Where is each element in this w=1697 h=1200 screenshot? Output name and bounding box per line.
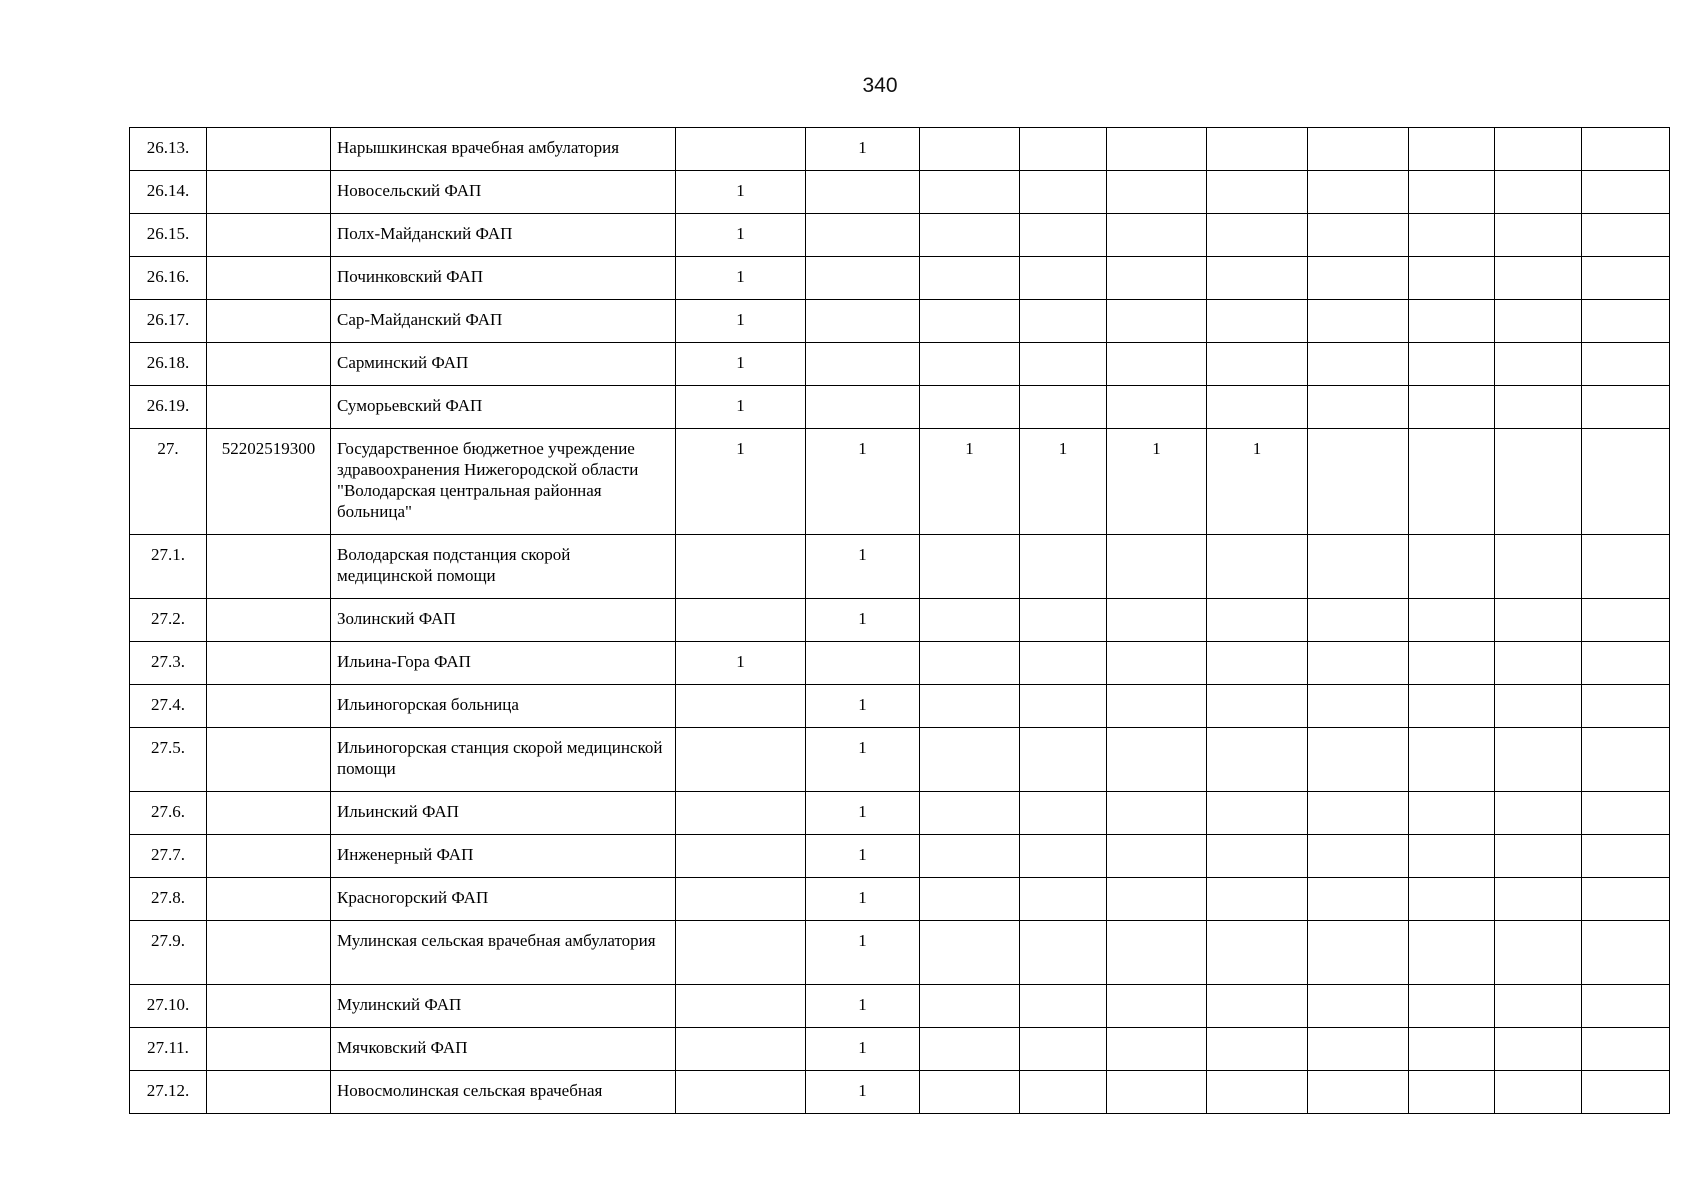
row-value-1: 1 bbox=[676, 257, 806, 300]
row-value-8 bbox=[1409, 300, 1495, 343]
table-row bbox=[130, 728, 1670, 792]
row-value-5 bbox=[1107, 257, 1207, 300]
row-value-1 bbox=[676, 128, 806, 171]
row-value-4 bbox=[1020, 214, 1107, 257]
row-name: Мулинская сельская врачебная амбулатория bbox=[331, 921, 676, 985]
row-value-10 bbox=[1582, 685, 1670, 728]
row-value-1 bbox=[676, 1071, 806, 1114]
row-value-8 bbox=[1409, 128, 1495, 171]
row-value-8 bbox=[1409, 792, 1495, 835]
row-value-1 bbox=[676, 1028, 806, 1071]
row-value-10 bbox=[1582, 535, 1670, 599]
row-code bbox=[207, 535, 331, 599]
row-number: 27.4. bbox=[130, 685, 207, 728]
row-number: 26.19. bbox=[130, 386, 207, 429]
row-value-5 bbox=[1107, 535, 1207, 599]
row-value-10 bbox=[1582, 343, 1670, 386]
row-value-4: 1 bbox=[1020, 429, 1107, 535]
row-value-6 bbox=[1207, 599, 1308, 642]
row-number: 27.7. bbox=[130, 835, 207, 878]
row-value-4 bbox=[1020, 728, 1107, 792]
row-value-1 bbox=[676, 792, 806, 835]
row-value-8 bbox=[1409, 728, 1495, 792]
row-value-5 bbox=[1107, 128, 1207, 171]
row-value-9 bbox=[1495, 171, 1582, 214]
row-number: 26.13. bbox=[130, 128, 207, 171]
row-value-8 bbox=[1409, 1071, 1495, 1114]
row-value-7 bbox=[1308, 985, 1409, 1028]
row-name: Сарминский ФАП bbox=[331, 343, 676, 386]
row-value-3 bbox=[920, 386, 1020, 429]
row-value-7 bbox=[1308, 728, 1409, 792]
row-value-7 bbox=[1308, 599, 1409, 642]
table-row bbox=[130, 685, 1670, 728]
row-value-9 bbox=[1495, 257, 1582, 300]
row-name: Суморьевский ФАП bbox=[331, 386, 676, 429]
row-number: 27.12. bbox=[130, 1071, 207, 1114]
row-value-3 bbox=[920, 835, 1020, 878]
row-number: 27.8. bbox=[130, 878, 207, 921]
row-value-8 bbox=[1409, 642, 1495, 685]
row-value-9 bbox=[1495, 921, 1582, 985]
row-value-10 bbox=[1582, 214, 1670, 257]
table-row bbox=[130, 128, 1670, 171]
row-value-8 bbox=[1409, 921, 1495, 985]
row-value-3 bbox=[920, 985, 1020, 1028]
row-value-4 bbox=[1020, 128, 1107, 171]
table-row bbox=[130, 1028, 1670, 1071]
row-value-2: 1 bbox=[806, 429, 920, 535]
row-value-7 bbox=[1308, 878, 1409, 921]
row-value-3 bbox=[920, 642, 1020, 685]
row-value-2 bbox=[806, 386, 920, 429]
row-value-5 bbox=[1107, 792, 1207, 835]
row-value-10 bbox=[1582, 985, 1670, 1028]
row-value-4 bbox=[1020, 642, 1107, 685]
row-name: Ильинский ФАП bbox=[331, 792, 676, 835]
table-row bbox=[130, 257, 1670, 300]
row-name: Ильина-Гора ФАП bbox=[331, 642, 676, 685]
row-value-9 bbox=[1495, 642, 1582, 685]
row-name: Ильиногорская станция скорой медицинской помощи bbox=[331, 728, 676, 792]
row-value-1: 1 bbox=[676, 386, 806, 429]
facilities-table bbox=[129, 127, 1670, 1114]
row-value-10 bbox=[1582, 728, 1670, 792]
row-value-2 bbox=[806, 214, 920, 257]
row-value-1: 1 bbox=[676, 429, 806, 535]
row-value-3 bbox=[920, 728, 1020, 792]
row-name: Мячковский ФАП bbox=[331, 1028, 676, 1071]
row-value-3 bbox=[920, 343, 1020, 386]
row-value-8 bbox=[1409, 985, 1495, 1028]
row-value-6 bbox=[1207, 685, 1308, 728]
row-code bbox=[207, 1028, 331, 1071]
row-value-3 bbox=[920, 921, 1020, 985]
row-value-6: 1 bbox=[1207, 429, 1308, 535]
row-number: 26.14. bbox=[130, 171, 207, 214]
row-number: 26.17. bbox=[130, 300, 207, 343]
row-value-5 bbox=[1107, 835, 1207, 878]
row-value-7 bbox=[1308, 535, 1409, 599]
row-value-7 bbox=[1308, 171, 1409, 214]
row-value-5 bbox=[1107, 1071, 1207, 1114]
table-row bbox=[130, 878, 1670, 921]
row-value-1 bbox=[676, 685, 806, 728]
row-name: Инженерный ФАП bbox=[331, 835, 676, 878]
row-code bbox=[207, 257, 331, 300]
row-value-1: 1 bbox=[676, 642, 806, 685]
row-number: 26.18. bbox=[130, 343, 207, 386]
row-name: Новосельский ФАП bbox=[331, 171, 676, 214]
row-value-8 bbox=[1409, 429, 1495, 535]
row-value-9 bbox=[1495, 343, 1582, 386]
row-value-6 bbox=[1207, 300, 1308, 343]
row-value-1 bbox=[676, 878, 806, 921]
row-value-4 bbox=[1020, 835, 1107, 878]
row-value-10 bbox=[1582, 171, 1670, 214]
row-value-10 bbox=[1582, 1028, 1670, 1071]
row-value-8 bbox=[1409, 214, 1495, 257]
row-code bbox=[207, 792, 331, 835]
row-value-6 bbox=[1207, 171, 1308, 214]
row-value-8 bbox=[1409, 685, 1495, 728]
row-code bbox=[207, 128, 331, 171]
row-value-3: 1 bbox=[920, 429, 1020, 535]
row-value-10 bbox=[1582, 257, 1670, 300]
row-value-7 bbox=[1308, 429, 1409, 535]
row-value-5 bbox=[1107, 985, 1207, 1028]
row-code bbox=[207, 300, 331, 343]
row-value-4 bbox=[1020, 878, 1107, 921]
row-value-9 bbox=[1495, 599, 1582, 642]
row-value-5 bbox=[1107, 642, 1207, 685]
table-row bbox=[130, 921, 1670, 985]
row-value-3 bbox=[920, 1028, 1020, 1071]
row-value-6 bbox=[1207, 985, 1308, 1028]
row-value-6 bbox=[1207, 257, 1308, 300]
row-name: Государственное бюджетное учреждение здравоохранения Нижегородской области "Володарская центральная районная больница" bbox=[331, 429, 676, 535]
row-value-9 bbox=[1495, 386, 1582, 429]
row-code bbox=[207, 343, 331, 386]
row-value-10 bbox=[1582, 642, 1670, 685]
row-value-8 bbox=[1409, 343, 1495, 386]
table-row bbox=[130, 985, 1670, 1028]
row-name: Мулинский ФАП bbox=[331, 985, 676, 1028]
row-code bbox=[207, 171, 331, 214]
row-value-9 bbox=[1495, 128, 1582, 171]
row-number: 27. bbox=[130, 429, 207, 535]
row-number: 26.16. bbox=[130, 257, 207, 300]
table-row bbox=[130, 300, 1670, 343]
row-value-3 bbox=[920, 300, 1020, 343]
row-value-10 bbox=[1582, 1071, 1670, 1114]
row-value-1 bbox=[676, 728, 806, 792]
row-value-6 bbox=[1207, 728, 1308, 792]
table-row bbox=[130, 642, 1670, 685]
row-value-3 bbox=[920, 214, 1020, 257]
row-value-4 bbox=[1020, 171, 1107, 214]
row-value-1: 1 bbox=[676, 214, 806, 257]
row-value-5: 1 bbox=[1107, 429, 1207, 535]
row-value-9 bbox=[1495, 429, 1582, 535]
table-row bbox=[130, 429, 1670, 535]
row-value-9 bbox=[1495, 214, 1582, 257]
row-value-6 bbox=[1207, 921, 1308, 985]
row-number: 27.3. bbox=[130, 642, 207, 685]
row-number: 27.11. bbox=[130, 1028, 207, 1071]
row-value-1 bbox=[676, 535, 806, 599]
row-value-8 bbox=[1409, 599, 1495, 642]
row-value-5 bbox=[1107, 1028, 1207, 1071]
table-row bbox=[130, 599, 1670, 642]
table-row bbox=[130, 171, 1670, 214]
row-value-5 bbox=[1107, 214, 1207, 257]
row-value-2: 1 bbox=[806, 878, 920, 921]
row-value-4 bbox=[1020, 257, 1107, 300]
row-value-4 bbox=[1020, 685, 1107, 728]
row-value-8 bbox=[1409, 386, 1495, 429]
page-number: 340 bbox=[862, 74, 898, 97]
row-value-9 bbox=[1495, 985, 1582, 1028]
row-name: Володарская подстанция скорой медицинской помощи bbox=[331, 535, 676, 599]
row-value-9 bbox=[1495, 878, 1582, 921]
row-value-10 bbox=[1582, 386, 1670, 429]
row-code: 52202519300 bbox=[207, 429, 331, 535]
row-value-5 bbox=[1107, 386, 1207, 429]
row-value-2: 1 bbox=[806, 599, 920, 642]
row-name: Починковский ФАП bbox=[331, 257, 676, 300]
row-number: 27.1. bbox=[130, 535, 207, 599]
row-value-1 bbox=[676, 921, 806, 985]
row-value-4 bbox=[1020, 921, 1107, 985]
table-row bbox=[130, 214, 1670, 257]
row-value-4 bbox=[1020, 300, 1107, 343]
row-value-1 bbox=[676, 985, 806, 1028]
row-name: Новосмолинская сельская врачебная bbox=[331, 1071, 676, 1114]
row-code bbox=[207, 214, 331, 257]
row-value-1: 1 bbox=[676, 300, 806, 343]
row-value-6 bbox=[1207, 1071, 1308, 1114]
row-value-7 bbox=[1308, 792, 1409, 835]
row-value-5 bbox=[1107, 171, 1207, 214]
row-value-6 bbox=[1207, 878, 1308, 921]
row-name: Красногорский ФАП bbox=[331, 878, 676, 921]
row-value-2: 1 bbox=[806, 1071, 920, 1114]
row-value-8 bbox=[1409, 257, 1495, 300]
row-value-5 bbox=[1107, 728, 1207, 792]
row-value-6 bbox=[1207, 535, 1308, 599]
row-name: Ильиногорская больница bbox=[331, 685, 676, 728]
row-value-2: 1 bbox=[806, 128, 920, 171]
row-value-3 bbox=[920, 878, 1020, 921]
row-value-8 bbox=[1409, 1028, 1495, 1071]
table-body bbox=[130, 128, 1670, 1114]
row-value-2 bbox=[806, 257, 920, 300]
row-value-6 bbox=[1207, 128, 1308, 171]
table-row bbox=[130, 343, 1670, 386]
row-value-6 bbox=[1207, 343, 1308, 386]
row-value-3 bbox=[920, 535, 1020, 599]
row-code bbox=[207, 921, 331, 985]
row-value-2: 1 bbox=[806, 728, 920, 792]
row-value-9 bbox=[1495, 1071, 1582, 1114]
row-value-7 bbox=[1308, 1028, 1409, 1071]
row-value-1 bbox=[676, 835, 806, 878]
row-value-6 bbox=[1207, 214, 1308, 257]
row-number: 26.15. bbox=[130, 214, 207, 257]
row-value-4 bbox=[1020, 792, 1107, 835]
row-value-2: 1 bbox=[806, 792, 920, 835]
row-value-2: 1 bbox=[806, 1028, 920, 1071]
row-value-4 bbox=[1020, 343, 1107, 386]
row-value-6 bbox=[1207, 642, 1308, 685]
row-value-2: 1 bbox=[806, 685, 920, 728]
row-value-1 bbox=[676, 599, 806, 642]
row-value-7 bbox=[1308, 642, 1409, 685]
row-name: Полх-Майданский ФАП bbox=[331, 214, 676, 257]
row-value-2: 1 bbox=[806, 835, 920, 878]
row-value-2 bbox=[806, 171, 920, 214]
row-code bbox=[207, 1071, 331, 1114]
row-name: Золинский ФАП bbox=[331, 599, 676, 642]
row-value-8 bbox=[1409, 835, 1495, 878]
row-value-8 bbox=[1409, 171, 1495, 214]
row-value-7 bbox=[1308, 257, 1409, 300]
row-value-5 bbox=[1107, 878, 1207, 921]
row-value-7 bbox=[1308, 1071, 1409, 1114]
row-value-7 bbox=[1308, 685, 1409, 728]
row-value-4 bbox=[1020, 1028, 1107, 1071]
row-value-10 bbox=[1582, 599, 1670, 642]
row-value-3 bbox=[920, 171, 1020, 214]
row-value-3 bbox=[920, 792, 1020, 835]
row-value-1: 1 bbox=[676, 171, 806, 214]
row-value-3 bbox=[920, 599, 1020, 642]
row-value-2: 1 bbox=[806, 985, 920, 1028]
row-value-10 bbox=[1582, 878, 1670, 921]
row-value-7 bbox=[1308, 386, 1409, 429]
row-value-5 bbox=[1107, 599, 1207, 642]
table-row bbox=[130, 792, 1670, 835]
row-value-10 bbox=[1582, 921, 1670, 985]
row-value-7 bbox=[1308, 300, 1409, 343]
row-number: 27.10. bbox=[130, 985, 207, 1028]
row-value-4 bbox=[1020, 599, 1107, 642]
row-value-9 bbox=[1495, 300, 1582, 343]
row-value-9 bbox=[1495, 1028, 1582, 1071]
row-name: Сар-Майданский ФАП bbox=[331, 300, 676, 343]
row-value-9 bbox=[1495, 685, 1582, 728]
row-value-2: 1 bbox=[806, 535, 920, 599]
row-code bbox=[207, 878, 331, 921]
row-name: Нарышкинская врачебная амбулатория bbox=[331, 128, 676, 171]
row-value-5 bbox=[1107, 343, 1207, 386]
row-value-9 bbox=[1495, 535, 1582, 599]
row-value-4 bbox=[1020, 1071, 1107, 1114]
row-value-5 bbox=[1107, 300, 1207, 343]
row-value-8 bbox=[1409, 535, 1495, 599]
row-number: 27.5. bbox=[130, 728, 207, 792]
row-value-2 bbox=[806, 642, 920, 685]
row-value-10 bbox=[1582, 429, 1670, 535]
row-value-7 bbox=[1308, 921, 1409, 985]
row-value-5 bbox=[1107, 685, 1207, 728]
row-value-7 bbox=[1308, 214, 1409, 257]
row-value-4 bbox=[1020, 535, 1107, 599]
table-row bbox=[130, 386, 1670, 429]
row-value-6 bbox=[1207, 792, 1308, 835]
row-value-4 bbox=[1020, 985, 1107, 1028]
row-value-10 bbox=[1582, 792, 1670, 835]
row-value-7 bbox=[1308, 128, 1409, 171]
table-row bbox=[130, 1071, 1670, 1114]
table-row bbox=[130, 835, 1670, 878]
row-value-3 bbox=[920, 128, 1020, 171]
row-value-7 bbox=[1308, 835, 1409, 878]
row-code bbox=[207, 835, 331, 878]
row-value-7 bbox=[1308, 343, 1409, 386]
row-code bbox=[207, 685, 331, 728]
row-code bbox=[207, 728, 331, 792]
row-code bbox=[207, 599, 331, 642]
row-value-10 bbox=[1582, 835, 1670, 878]
row-number: 27.6. bbox=[130, 792, 207, 835]
row-value-2 bbox=[806, 343, 920, 386]
row-code bbox=[207, 386, 331, 429]
row-value-1: 1 bbox=[676, 343, 806, 386]
row-number: 27.9. bbox=[130, 921, 207, 985]
row-value-9 bbox=[1495, 792, 1582, 835]
row-value-6 bbox=[1207, 1028, 1308, 1071]
row-value-3 bbox=[920, 1071, 1020, 1114]
row-value-2 bbox=[806, 300, 920, 343]
row-value-3 bbox=[920, 685, 1020, 728]
row-value-5 bbox=[1107, 921, 1207, 985]
row-value-10 bbox=[1582, 300, 1670, 343]
row-value-9 bbox=[1495, 728, 1582, 792]
row-value-9 bbox=[1495, 835, 1582, 878]
row-value-2: 1 bbox=[806, 921, 920, 985]
row-number: 27.2. bbox=[130, 599, 207, 642]
row-code bbox=[207, 985, 331, 1028]
row-value-10 bbox=[1582, 128, 1670, 171]
row-value-4 bbox=[1020, 386, 1107, 429]
table-row bbox=[130, 535, 1670, 599]
row-value-3 bbox=[920, 257, 1020, 300]
row-value-6 bbox=[1207, 386, 1308, 429]
row-value-6 bbox=[1207, 835, 1308, 878]
row-value-8 bbox=[1409, 878, 1495, 921]
row-code bbox=[207, 642, 331, 685]
